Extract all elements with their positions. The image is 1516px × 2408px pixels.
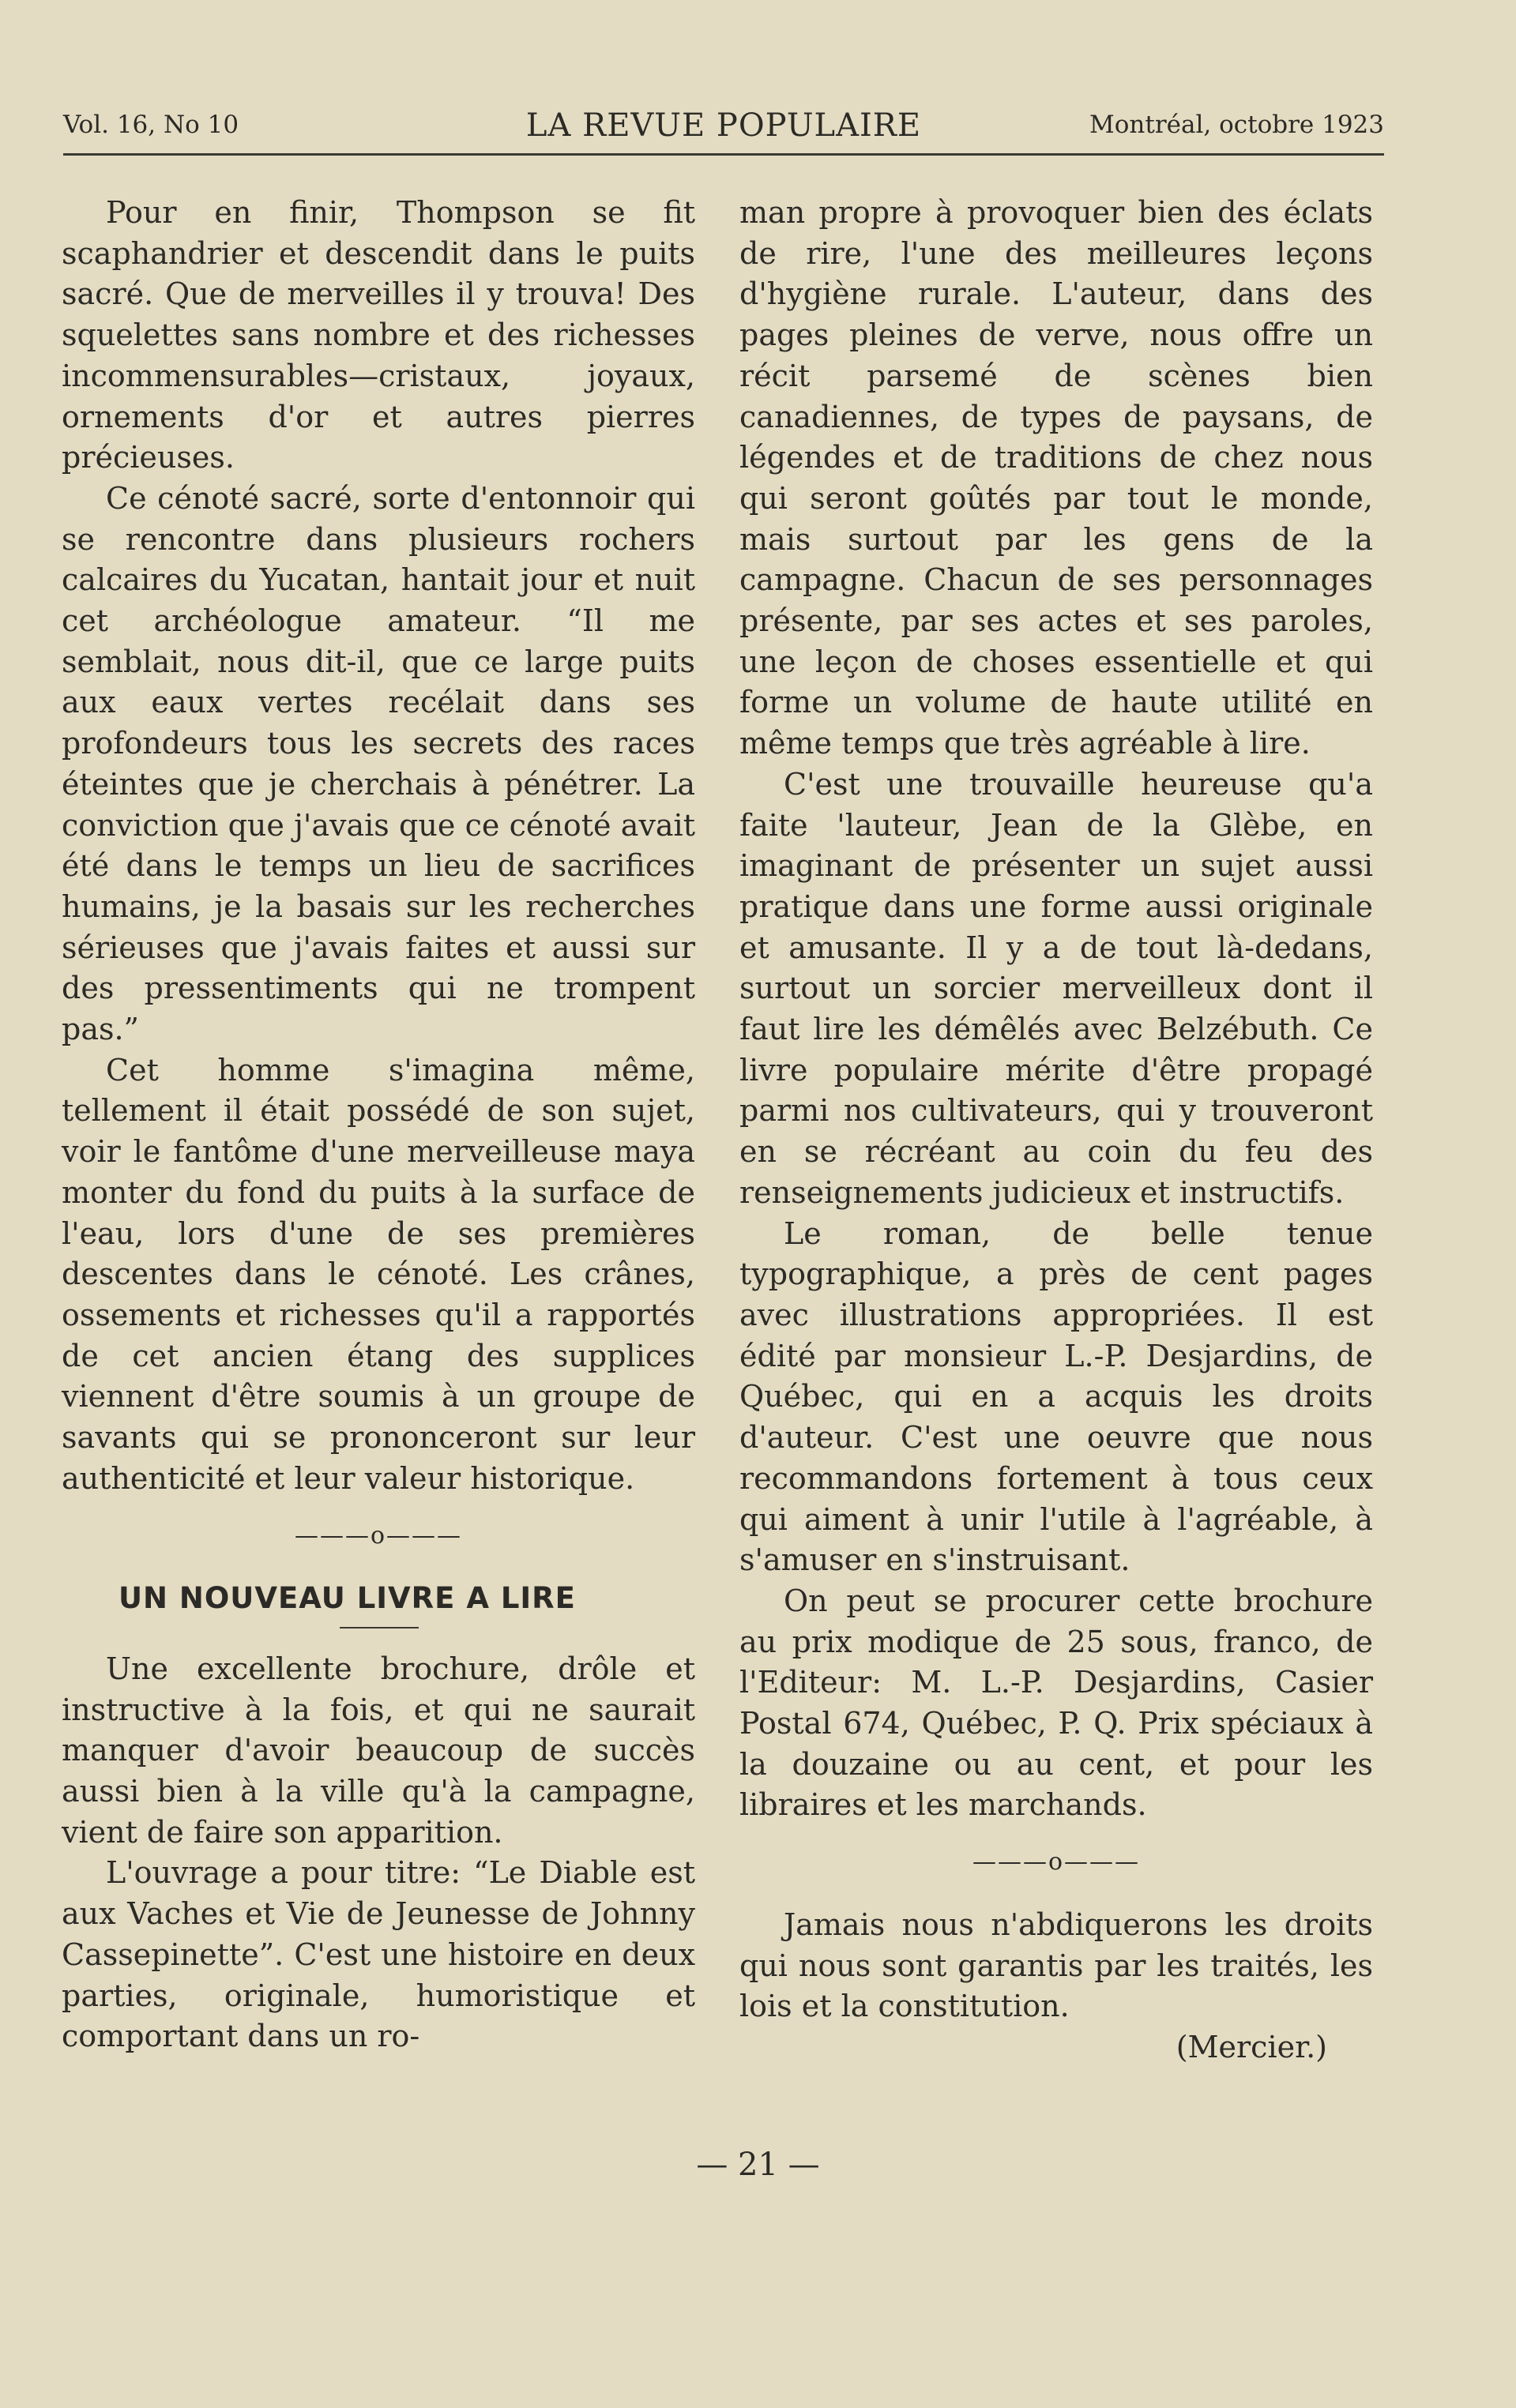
paragraph: man propre à provoquer bien des éclats de rire, l'une des meilleures leçons d'hygiène rurale. L'auteur, dans des pages pleines de verve, nous offre un récit parsemé de scènes bien canadiennes, de types de paysans, de légendes et de traditions de chez nous qui seront goûtés par tout le monde, mais surtout par les gens de la campagne. Chacun de ses personnages présente, par ses actes et ses paroles, une leçon de choses essentielle et qui forme un volume de haute utilité en même temps que très agréable à lire. (739, 195, 1373, 761)
paragraph: L'ouvrage a pour titre: “Le Diable est aux Vaches et Vie de Jeunesse de Johnny Cassepinette”. C'est une histoire en deux parties, originale, humoristique et comportant dans un ro- (62, 1855, 695, 2054)
paragraph: Ce cénoté sacré, sorte d'entonnoir qui se rencontre dans plusieurs rochers calcaires du Yucatan, hantait jour et nuit cet archéologue amateur. “Il me semblait, nous dit-il, que ce large puits aux eaux vertes recélait dans ses profondeurs tous les secrets des races éteintes que je cherchais à pénétrer. La conviction que j'avais que ce cénoté avait été dans le temps un lieu de sacrifices humains, je la basais sur les recherches sérieuses que j'avais faites et aussi sur des pressentiments qui ne trompent pas.” (62, 480, 695, 1047)
quote-attribution: (Mercier.) (1176, 2029, 1327, 2064)
header-rule (63, 153, 1384, 156)
publication-title: LA REVUE POPULAIRE (525, 107, 922, 144)
page-header (63, 103, 1384, 142)
page-number: — 21 — (696, 2147, 820, 2183)
quote: Jamais nous n'abdiquerons les droits qui nous sont garantis par les traités, les lois et la constitution. (739, 1906, 1373, 2024)
section-heading: UN NOUVEAU LIVRE A LIRE (118, 1581, 576, 1616)
heading-rule (340, 1627, 419, 1628)
paragraph: On peut se procurer cette brochure au prix modique de 25 sous, franco, de l'Editeur: M. L.-P. Desjardins, Casier Postal 674, Québec, P. Q. Prix spéciaux à la douzaine ou au cent, et pour les libraires et les marchands. (739, 1583, 1373, 1823)
section-separator: ———o——— (294, 1521, 463, 1550)
volume-number: Vol. 16, No 10 (63, 111, 239, 139)
issue-date: Montréal, octobre 1923 (1089, 111, 1384, 139)
paragraph: C'est une trouvaille heureuse qu'a faite 'lauteur, Jean de la Glèbe, en imaginant de présenter un sujet aussi pratique dans une forme aussi originale et amusante. Il y a de tout là-dedans, surtout un sorcier merveilleux dont il faut lire les démêlés avec Belzébuth. Ce livre populaire mérite d'être propagé parmi nos cultivateurs, qui y trouveront en se récréant au coin du feu des renseignements judicieux et instructifs. (739, 766, 1373, 1210)
paragraph: Pour en finir, Thompson se fit scaphandrier et descendit dans le puits sacré. Que de merveilles il y trouva! Des squelettes sans nombre et des richesses incommensurables—cristaux, joyaux, ornements d'or et autres pierres précieuses. (62, 195, 695, 475)
paragraph: Une excellente brochure, drôle et instructive à la fois, et qui ne saurait manquer d'avoir beaucoup de succès aussi bien à la ville qu'à la campagne, vient de faire son apparition. (62, 1651, 695, 1850)
section-separator: ———o——— (972, 1848, 1141, 1876)
paragraph: Le roman, de belle tenue typographique, a près de cent pages avec illustrations appropriées. Il est édité par monsieur L.-P. Desjardins, de Québec, qui en a acquis les droits d'auteur. C'est une oeuvre que nous recommandons fortement à tous ceux qui aiment à unir l'utile à l'agréable, à s'amuser en s'instruisant. (739, 1215, 1373, 1578)
paragraph: Cet homme s'imagina même, tellement il était possédé de son sujet, voir le fantôme d'une merveilleuse maya monter du fond du puits à la surface de l'eau, lors d'une de ses premières descentes dans le cénoté. Les crânes, ossements et richesses qu'il a rapportés de cet ancien étang des supplices viennent d'être soumis à un groupe de savants qui se prononceront sur leur authenticité et leur valeur historique. (62, 1052, 695, 1496)
right-column (739, 193, 1373, 2068)
left-column (62, 193, 695, 2057)
